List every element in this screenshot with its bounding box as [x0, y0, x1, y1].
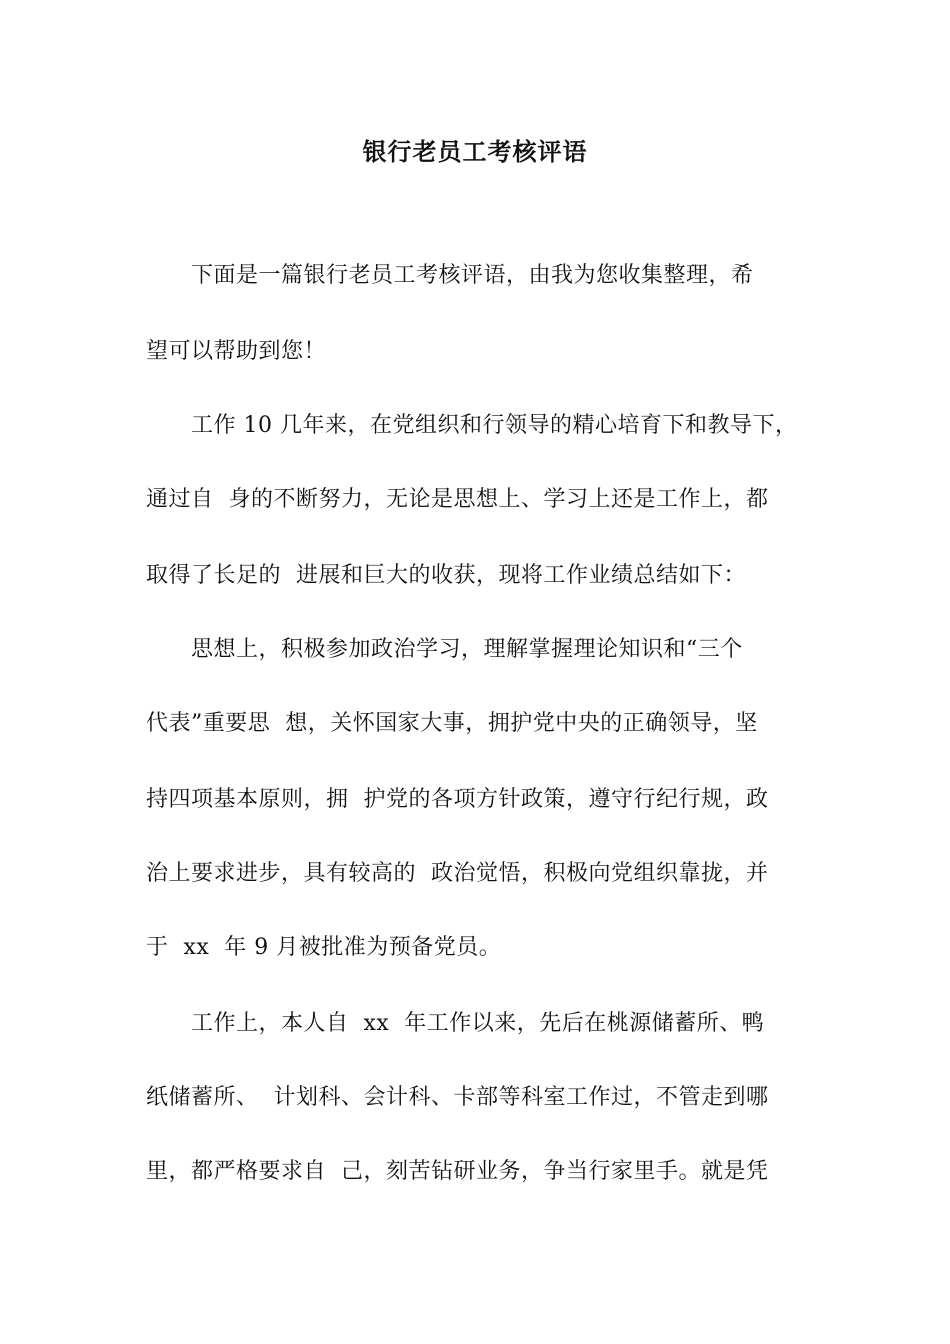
paragraph-line: 纸储蓄所、 计划科、会计科、卡部等科室工作过，不管走到哪 [146, 1085, 769, 1110]
paragraph-line: 下面是一篇银行老员工考核评语，由我为您收集整理，希 [146, 263, 754, 288]
paragraph-line: 持四项基本原则，拥 护党的各项方针政策，遵守行纪行规，政 [146, 787, 769, 812]
paragraph-line: 工作上，本人自 xx 年工作以来，先后在桃源储蓄所、鸭 [146, 1011, 765, 1036]
paragraph-line: 望可以帮助到您！ [146, 339, 327, 364]
paragraph-line: 思想上，积极参加政治学习，理解掌握理论知识和“三个 [146, 637, 743, 662]
paragraph-line: 通过自 身的不断努力，无论是思想上、学习上还是工作上，都 [146, 487, 769, 512]
paragraph-line: 于 xx 年 9 月被批准为预备党员。 [146, 935, 502, 960]
document-title: 银行老员工考核评语 [362, 137, 588, 166]
paragraph-line: 里，都严格要求自 己，刻苦钻研业务，争当行家里手。就是凭 [146, 1159, 769, 1184]
paragraph-line: 治上要求进步，具有较高的 政治觉悟，积极向党组织靠拢，并 [146, 861, 769, 886]
paragraph-line: 代表”重要思 想，关怀国家大事，拥护党中央的正确领导，坚 [146, 711, 758, 736]
paragraph-line: 工作 10 几年来，在党组织和行领导的精心培育下和教导下， [146, 413, 798, 438]
paragraph-line: 取得了长足的 进展和巨大的收获，现将工作业绩总结如下： [146, 563, 746, 588]
